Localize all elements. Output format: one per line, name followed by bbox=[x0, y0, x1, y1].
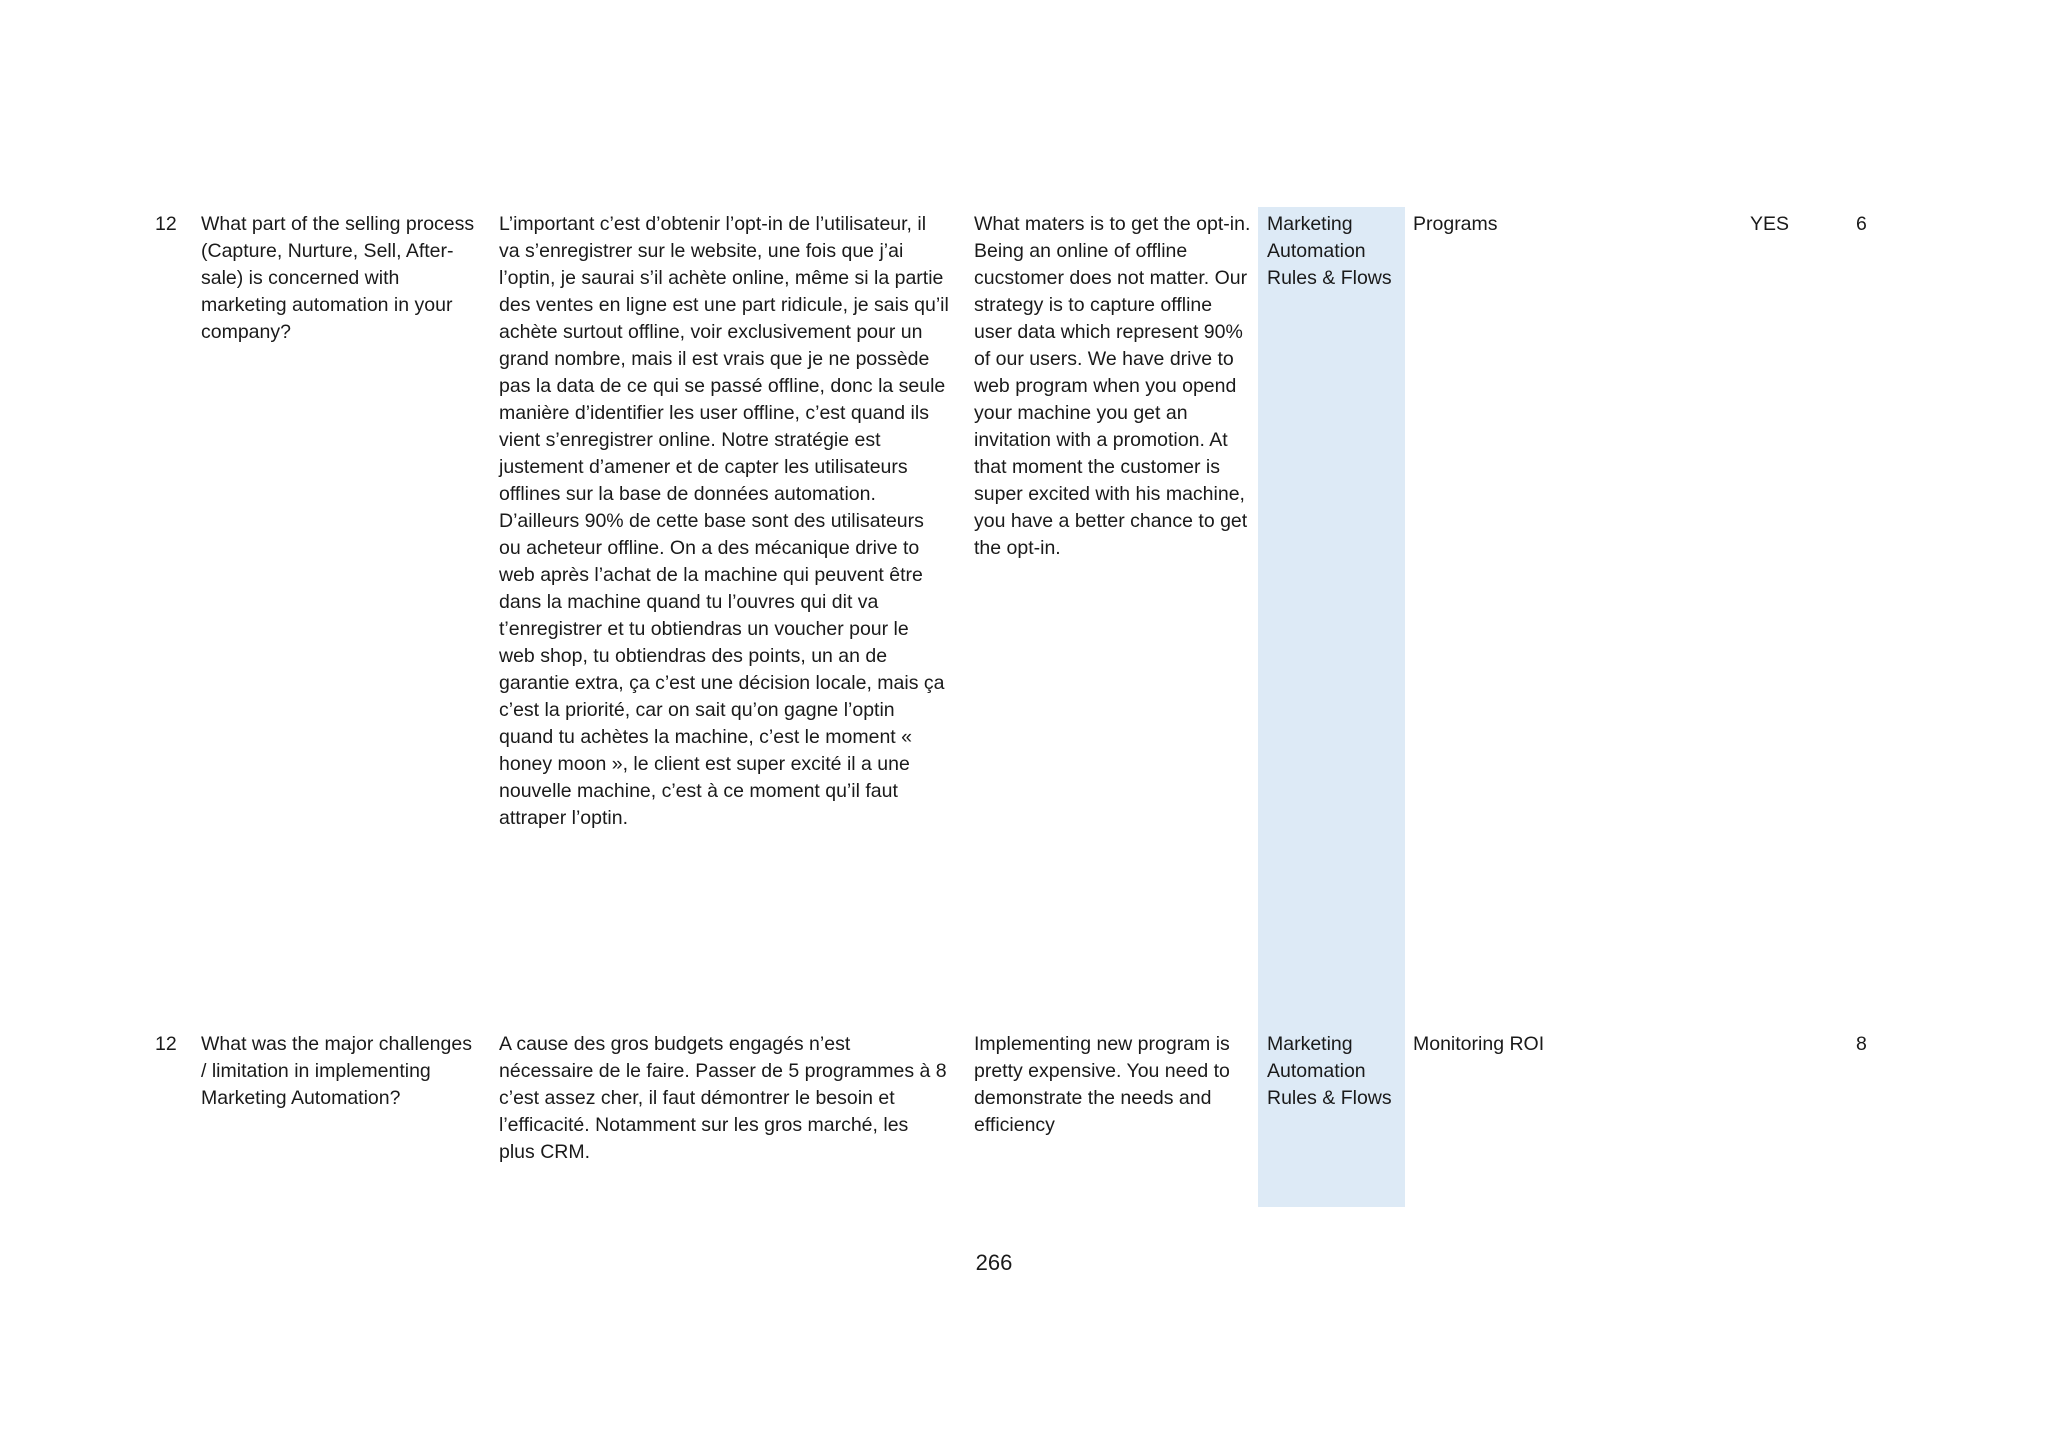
table-row bbox=[0, 207, 2048, 1027]
table-row bbox=[0, 1027, 2048, 1207]
score-cell: 6 bbox=[1856, 213, 1867, 235]
page-number: 266 bbox=[975, 1250, 1013, 1275]
flag-cell bbox=[1750, 1027, 1810, 1031]
row-number: 12 bbox=[155, 1033, 177, 1055]
subcategory-cell: Programs bbox=[1413, 213, 1498, 235]
answer-french: A cause des gros budgets engagés n’est nécessaire de le faire. Passer de 5 programmes à 8 c’est assez cher, il faut démontrer le besoin et l’efficacité. Notamment sur les gros marché, les plus CRM. bbox=[499, 1033, 947, 1163]
answer-english: Implementing new program is pretty expensive. You need to demonstrate the needs and efficiency bbox=[974, 1033, 1230, 1136]
question-text: What was the major challenges / limitation in implementing Marketing Automation? bbox=[201, 1033, 472, 1109]
row-number: 12 bbox=[155, 213, 177, 235]
subcategory-cell: Monitoring ROI bbox=[1413, 1033, 1545, 1055]
score-cell: 8 bbox=[1856, 1033, 1867, 1055]
category-cell: Marketing Automation Rules & Flows bbox=[1258, 1027, 1405, 1207]
flag-cell: YES bbox=[1750, 213, 1790, 235]
category-cell: Marketing Automation Rules & Flows bbox=[1258, 207, 1405, 1027]
answer-french: L’important c’est d’obtenir l’opt-in de l’utilisateur, il va s’enregistrer sur le website, une fois que j’ai l’optin, je saurai s’il achète online, même si la partie des ventes en ligne est une part ridicule, je sais qu’il achète surtout offline, voir exclusivement pour un grand nombre, mais il est vrais que je ne possède pas la data de ce qui se passé offline, donc la seule manière d’identifier les user offline, c’est quand ils vient s’enregistrer online. Notre stratégie est justement d’amener et de capter les utilisateurs offlines sur la base de données automation. D’ailleurs 90% de cette base sont des utilisateurs ou acheteur offline. On a des mécanique drive to web après l’achat de la machine qui peuvent être dans la machine quand tu l’ouvres qui dit va t’enregistrer et tu obtiendras un voucher pour le web shop, tu obtiendras des points, un an de garantie extra, ça c’est une décision locale, mais ça c’est la priorité, car on sait qu’on gagne l’optin quand tu achètes la machine, c’est le moment « honey moon », le client est super excité il a une nouvelle machine, c’est à ce moment qu’il faut attraper l’optin. bbox=[499, 213, 949, 829]
answer-english: What maters is to get the opt-in. Being an online of offline cucstomer does not matter. Our strategy is to capture offline user data which represent 90% of our users. We have drive to web program when you opend your machine you get an invitation with a promotion. At that moment the customer is super excited with his machine, you have a better chance to get the opt-in. bbox=[974, 213, 1251, 559]
question-text: What part of the selling process (Capture, Nurture, Sell, After-sale) is concerned with marketing automation in your company? bbox=[201, 213, 475, 343]
